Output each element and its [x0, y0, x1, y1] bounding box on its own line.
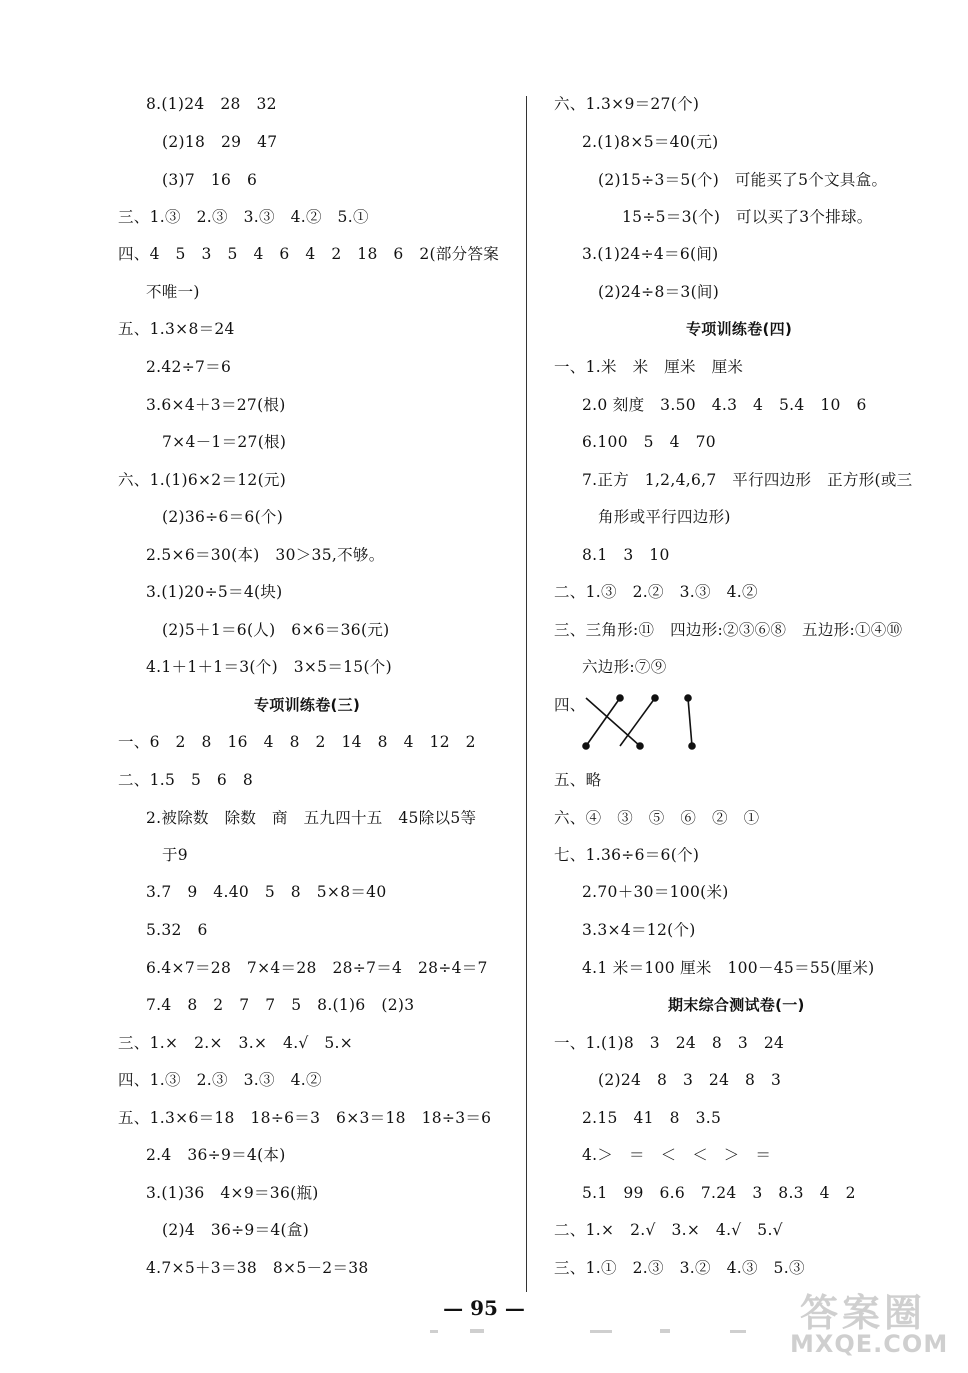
answer-line: 三、1.① 2.③ 3.② 4.③ 5.③ [554, 1259, 805, 1277]
answer-line: 一、1.米 米 厘米 厘米 [554, 358, 744, 376]
answer-line: 一、1.(1)8 3 24 8 3 24 [554, 1034, 785, 1052]
section-title: 期末综合测试卷(一) [668, 996, 805, 1014]
answer-line: 3.7 9 4.40 5 8 5×8＝40 [146, 883, 387, 901]
answer-line: 7.正方 1,2,4,6,7 平行四边形 正方形(或三 [582, 471, 913, 489]
answer-line: 五、1.3×6＝18 18÷6＝3 6×3＝18 18÷3＝6 [118, 1109, 492, 1127]
answer-line: (2)15÷3＝5(个) 可能买了5个文具盒。 [598, 171, 888, 189]
answer-line: 4.1＋1＋1＝3(个) 3×5＝15(个) [146, 658, 392, 676]
answer-line: 不唯一) [146, 283, 200, 301]
answer-line: 三、1.× 2.× 3.× 4.√ 5.× [118, 1034, 354, 1052]
answer-line: 2.(1)8×5＝40(元) [582, 133, 719, 151]
answer-line: 四、1.③ 2.③ 3.③ 4.② [118, 1071, 322, 1089]
watermark-line1: 答案圈 [800, 1291, 927, 1335]
answer-line: 6.4×7＝28 7×4＝28 28÷7＝4 28÷4＝7 [146, 959, 488, 977]
answer-line: (2)4 36÷9＝4(盒) [162, 1221, 310, 1239]
answer-line: 三、三角形:⑪ 四边形:②③⑥⑧ 五边形:①④⑩ [554, 621, 903, 639]
answer-line: 二、1.③ 2.② 3.③ 4.② [554, 583, 758, 601]
answer-line: 3.(1)36 4×9＝36(瓶) [146, 1184, 319, 1202]
answer-line: (2)18 29 47 [162, 133, 278, 151]
section-title: 专项训练卷(四) [686, 320, 793, 338]
answer-line: 五、1.3×8＝24 [118, 320, 235, 338]
answer-line: 7.4 8 2 7 7 5 8.(1)6 (2)3 [146, 996, 415, 1014]
answer-line: 4.7×5＋3＝38 8×5－2＝38 [146, 1259, 369, 1277]
answer-line: 2.15 41 8 3.5 [582, 1109, 722, 1127]
answer-line: (3)7 16 6 [162, 171, 258, 189]
answer-line: 六、1.3×9＝27(个) [554, 95, 700, 113]
section-title: 专项训练卷(三) [254, 696, 361, 714]
answer-line: 4.1 米＝100 厘米 100－45＝55(厘米) [582, 959, 875, 977]
page-number-value: 95 [470, 1296, 498, 1320]
answer-line: 7×4－1＝27(根) [162, 433, 287, 451]
matching-lines-diagram [580, 690, 700, 752]
answer-line: 3.(1)24÷4＝6(间) [582, 245, 719, 263]
answer-line: 5.32 6 [146, 921, 208, 939]
answer-line: 六边形:⑦⑨ [582, 658, 667, 676]
answer-line: 5.1 99 6.6 7.24 3 8.3 4 2 [582, 1184, 856, 1202]
answer-line: (2)5＋1＝6(人) 6×6＝36(元) [162, 621, 390, 639]
answer-line: 一、6 2 8 16 4 8 2 14 8 4 12 2 [118, 733, 476, 751]
answer-line: 四、4 5 3 5 4 6 4 2 18 6 2(部分答案 [118, 245, 500, 263]
answer-line: 3.3×4＝12(个) [582, 921, 696, 939]
watermark [790, 1282, 965, 1370]
answer-line: 2.0 刻度 3.50 4.3 4 5.4 10 6 [582, 396, 867, 414]
answer-line: 15÷5＝3(个) 可以买了3个排球。 [622, 208, 873, 226]
answer-line: 五、略 [554, 771, 602, 789]
answer-line: 4.＞ ＝ ＜ ＜ ＞ ＝ [582, 1146, 772, 1164]
answer-line: 二、1.5 5 6 8 [118, 771, 254, 789]
answer-line: 3.(1)20÷5＝4(块) [146, 583, 283, 601]
answer-line: 2.5×6＝30(本) 30＞35,不够。 [146, 546, 385, 564]
answer-line: 8.(1)24 28 32 [146, 95, 277, 113]
answer-line: 四、 [554, 696, 586, 714]
answer-line: 六、④ ③ ⑤ ⑥ ② ① [554, 809, 760, 827]
answer-line: 角形或平行四边形) [598, 508, 731, 526]
answer-line: 3.6×4＋3＝27(根) [146, 396, 286, 414]
answer-line: 六、1.(1)6×2＝12(元) [118, 471, 287, 489]
answer-line: 2.4 36÷9＝4(本) [146, 1146, 286, 1164]
answer-line: 6.100 5 4 70 [582, 433, 716, 451]
answer-line: 8.1 3 10 [582, 546, 670, 564]
column-divider [526, 96, 527, 1292]
answer-line: (2)36÷6＝6(个) [162, 508, 284, 526]
answer-line: 于9 [162, 846, 188, 864]
answer-line: (2)24 8 3 24 8 3 [598, 1071, 782, 1089]
answer-line: 三、1.③ 2.③ 3.③ 4.② 5.① [118, 208, 369, 226]
scan-artifact [430, 1326, 790, 1336]
page-number: — 95 — [443, 1296, 525, 1320]
answer-line: 2.被除数 除数 商 五九四十五 45除以5等 [146, 809, 477, 827]
answer-line: 2.42÷7＝6 [146, 358, 232, 376]
answer-line: 七、1.36÷6＝6(个) [554, 846, 700, 864]
watermark-line2: MXQE.COM [790, 1330, 949, 1358]
answer-line: 2.70＋30＝100(米) [582, 883, 729, 901]
answer-line: 二、1.× 2.√ 3.× 4.√ 5.√ [554, 1221, 783, 1239]
answer-line: (2)24÷8＝3(间) [598, 283, 720, 301]
